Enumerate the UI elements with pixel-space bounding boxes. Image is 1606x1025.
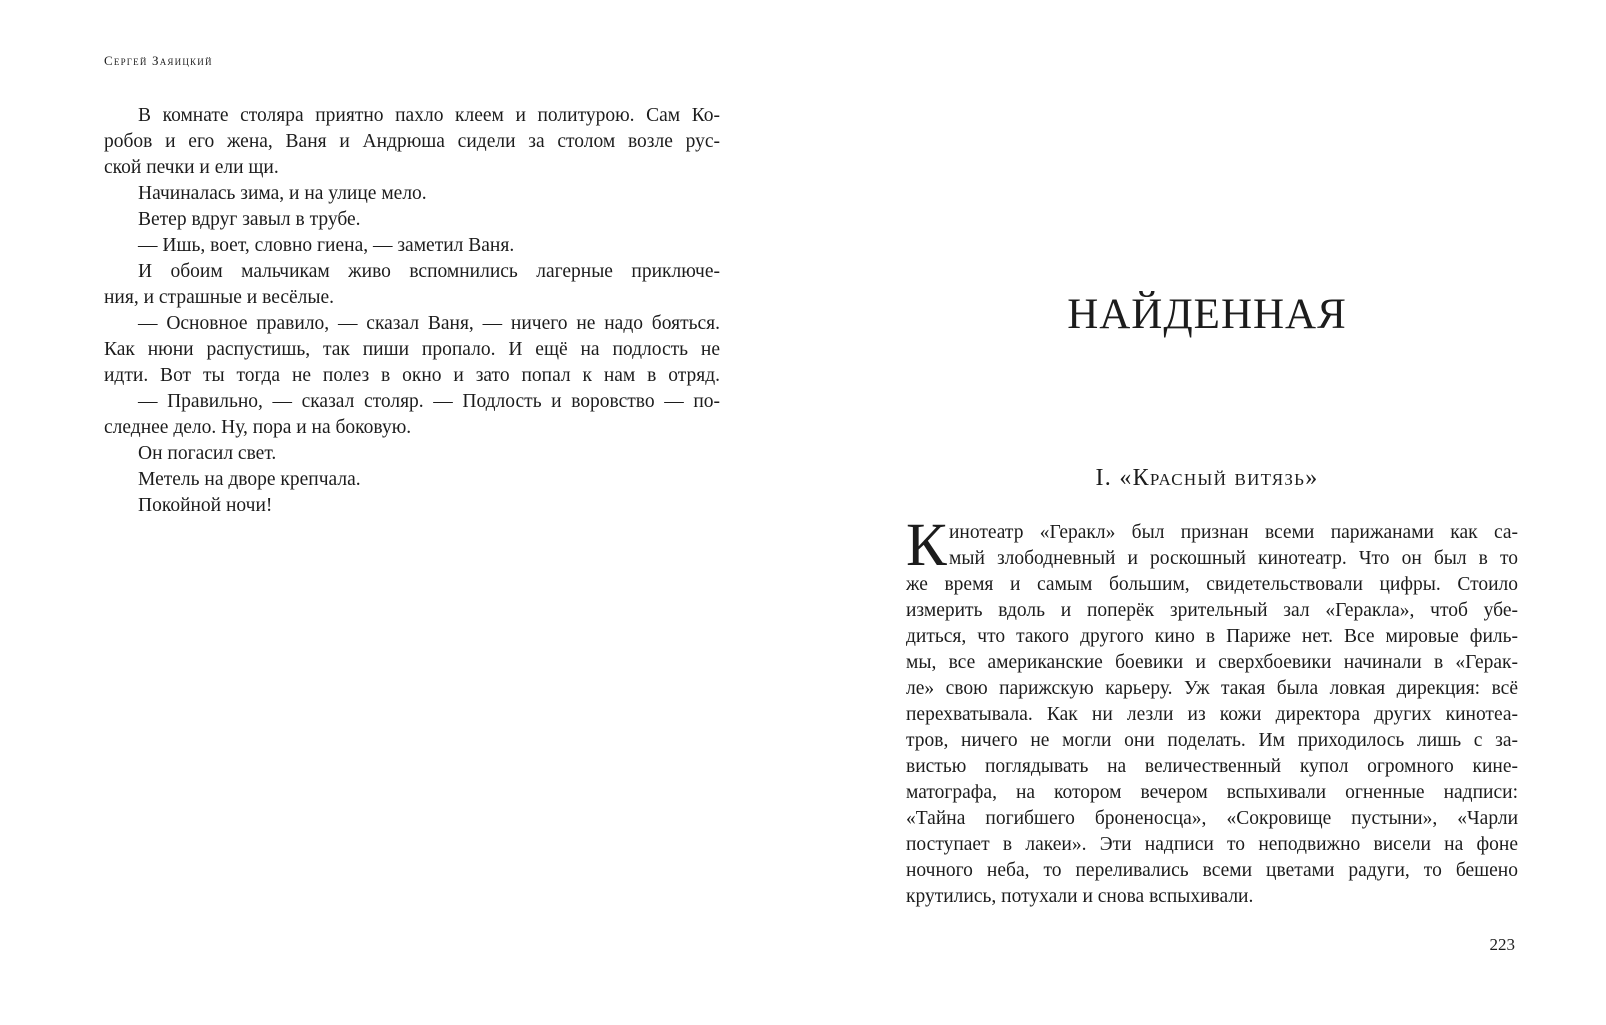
text-line: — Основное правило, — сказал Ваня, — ничего не надо бояться. — [138, 313, 720, 334]
text-line: матографа, на котором вечером вспыхивали огненные надписи: — [906, 782, 1518, 803]
text-line: В комнате столяра приятно пахло клеем и политурою. Сам Ко- — [138, 105, 720, 126]
text-line: Метель на дворе крепчала. — [138, 469, 361, 490]
text-line: следнее дело. Ну, пора и на боковую. — [104, 417, 412, 438]
text-line: ской печки и ели щи. — [104, 157, 279, 178]
text-line: Покойной ночи! — [138, 495, 273, 516]
running-head-author: Сергей Заяицкий — [104, 53, 213, 68]
text-line: «Тайна погибшего броненосца», «Сокровище пустыни», «Чарли — [906, 808, 1518, 829]
right-page — [803, 0, 1606, 1025]
text-line: идти. Вот ты тогда не полез в окно и зато попал к нам в отряд. — [104, 365, 720, 386]
text-line: Ветер вдруг завыл в трубе. — [138, 209, 361, 230]
text-line: — Ишь, воет, словно гиена, — заметил Ваня. — [138, 235, 515, 256]
left-page-text — [104, 103, 720, 519]
text-line: мы, все американские боевики и сверхбоевики начинали в «Герак- — [906, 652, 1518, 673]
page-number: 223 — [1489, 935, 1515, 954]
text-line: ночного неба, то переливались всеми цветами радуги, то бешено — [906, 860, 1518, 881]
text-line: — Правильно, — сказал столяр. — Подлость и воровство — по- — [138, 391, 720, 412]
section-title: I. «Красный витязь» — [1095, 465, 1319, 491]
text-line: Как нюни распустишь, так пиши пропало. И ещё на подлость не — [104, 339, 720, 360]
text-line: И обоим мальчикам живо вспомнились лагерные приключе- — [138, 261, 720, 282]
text-line: диться, что такого другого кино в Париже нет. Все мировые филь- — [906, 626, 1518, 647]
right-page-text — [906, 512, 1518, 910]
text-line: поступает в лакеи». Эти надписи то неподвижно висели на фоне — [906, 834, 1518, 855]
text-line: перехватывала. Как ни лезли из кожи директора других кинотеа- — [906, 704, 1518, 725]
text-line: вистью поглядывать на величественный купол огромного кине- — [906, 756, 1518, 777]
text-line: Начиналась зима, и на улице мело. — [138, 183, 427, 204]
text-line: измерить вдоль и поперёк зрительный зал «Геракла», чтоб убе- — [906, 600, 1518, 621]
text-line: крутились, потухали и снова вспыхивали. — [906, 886, 1254, 907]
text-line: робов и его жена, Ваня и Андрюша сидели за столом возле рус- — [104, 131, 720, 152]
text-line: мый злободневный и роскошный кинотеатр. Что он был в то — [949, 548, 1518, 569]
text-line: ле» свою парижскую карьеру. Уж такая была ловкая дирекция: всё — [906, 678, 1518, 699]
text-line: инотеатр «Геракл» был признан всеми парижанами как са- — [949, 522, 1518, 543]
text-line: ния, и страшные и весёлые. — [104, 287, 335, 308]
text-line: же время и самым большим, свидетельствовали цифры. Стоило — [906, 574, 1518, 595]
chapter-title: НАЙДЕННАЯ — [1067, 291, 1347, 338]
text-line: Он погасил свет. — [138, 443, 277, 464]
drop-cap: К — [906, 512, 947, 579]
text-line: тров, ничего не могли они поделать. Им приходилось лишь с за- — [906, 730, 1518, 751]
